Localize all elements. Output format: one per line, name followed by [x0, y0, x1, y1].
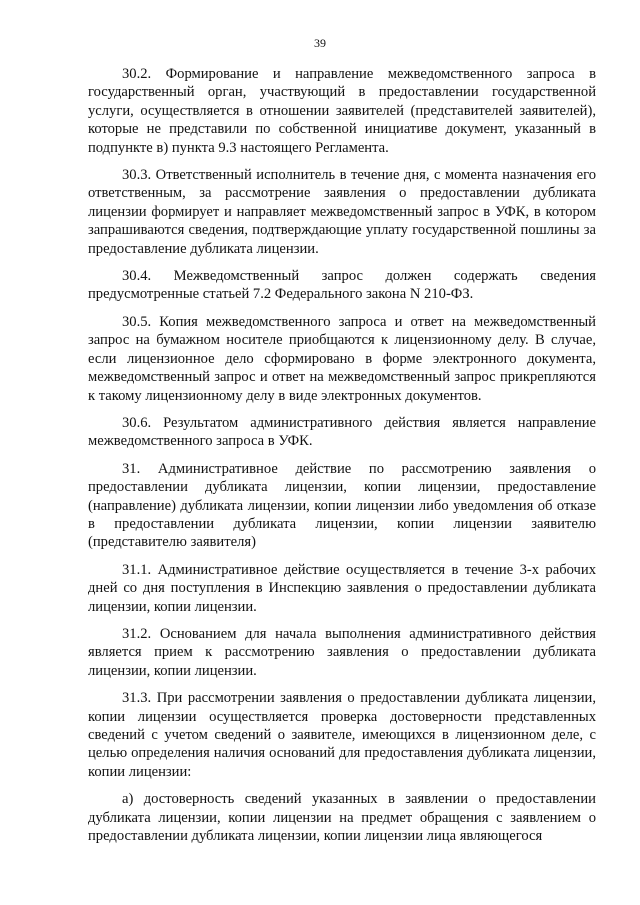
paragraph-31-3-a: а) достоверность сведений указанных в заявлении о предоставлении дубликата лицензии, копии лицензии на предмет обращения с заявлением о предоставлении дубликата лицензии, копии лицензии лица являющегося	[88, 791, 596, 845]
paragraph-31-3: 31.3. При рассмотрении заявления о предоставлении дубликата лицензии, копии лицензии осуществляется проверка достоверности представленных сведений с учетом сведений о заявителе, имеющихся в лицензионном деле, с целью определения наличия оснований для предоставления дубликата лицензии, копии лицензии:	[88, 690, 596, 780]
paragraph-30-4: 30.4. Межведомственный запрос должен содержать сведения предусмотренные статьей 7.2 Федерального закона N 210-ФЗ.	[88, 268, 596, 303]
paragraph-30-6: 30.6. Результатом административного действия является направление межведомственного запроса в УФК.	[88, 414, 596, 450]
paragraph-30-3: 30.3. Ответственный исполнитель в течение дня, с момента назначения его ответственным, за рассмотрение заявления о предоставлении дубликата лицензии формирует и направляет межведомственный запрос в УФК, в котором запрашиваются сведения, подтверждающие уплату государственной пошлины за предоставление дубликата лицензии.	[88, 167, 596, 257]
paragraph-30-2: 30.2. Формирование и направление межведомственного запроса в государственный орган, участвующий в предоставлении государственной услуги, осуществляется в отношении заявителей (представителей заявителей), которые не представили по собственной инициативе документ, указанный в подпункте в) пункта 9.3 настоящего Регламента.	[88, 66, 596, 156]
page-number: 39	[314, 36, 326, 50]
paragraph-31-1: 31.1. Административное действие осуществляется в течение 3-х рабочих дней со дня поступления в Инспекцию заявления о предоставлении дубликата лицензии, копии лицензии.	[88, 561, 596, 615]
document-body	[88, 65, 596, 854]
paragraph-30-5: 30.5. Копия межведомственного запроса и ответ на межведомственный запрос на бумажном носителе приобщаются к лицензионному делу. В случае, если лицензионное дело сформировано в форме электронного документа, межведомственный запрос и ответ на межведомственный запрос прикрепляются к такому лицензионному делу в виде электронных документов.	[88, 313, 596, 404]
paragraph-31-2: 31.2. Основанием для начала выполнения административного действия является прием к рассмотрению заявления о предоставлении дубликата лицензии, копии лицензии.	[88, 625, 596, 679]
paragraph-31: 31. Административное действие по рассмотрению заявления о предоставлении дубликата лицензии, копии лицензии, предоставление (направление) дубликата лицензии, копии лицензии либо уведомления об отказе в предоставлении дубликата лицензии, копии лицензии заявителю (представителю заявителя)	[88, 460, 596, 551]
